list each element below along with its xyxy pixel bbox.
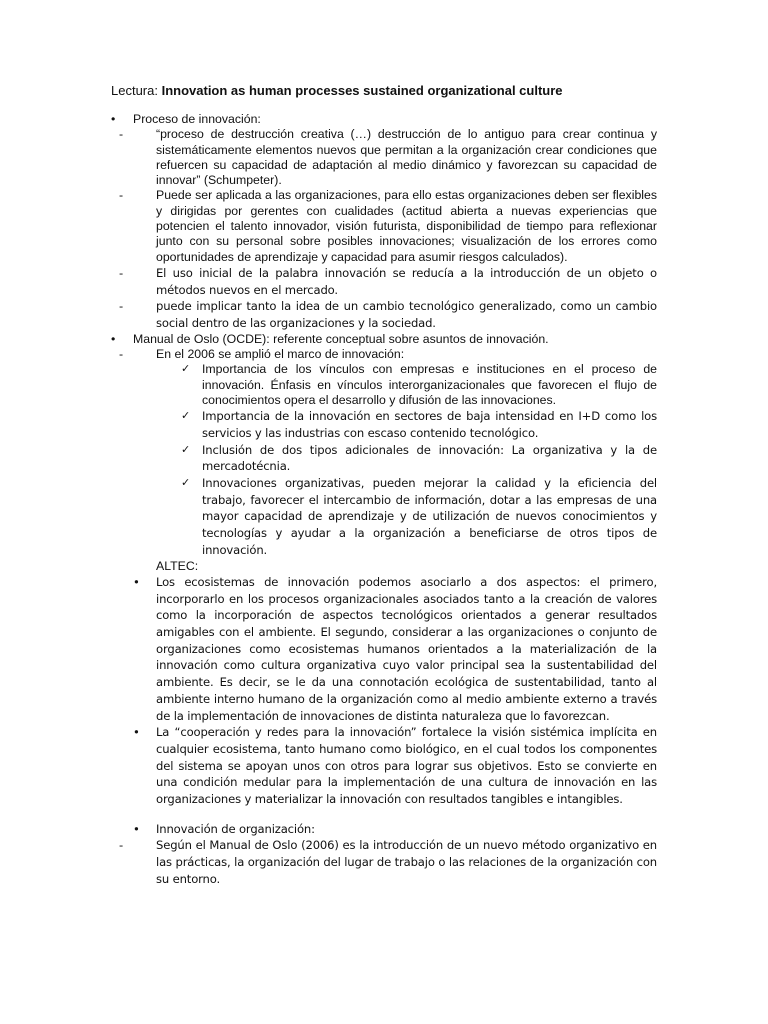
main-list xyxy=(111,112,657,888)
check-icon: ✓ xyxy=(181,409,191,423)
item-text: El uso inicial de la palabra innovación se reducía a la introducción de un objeto o métodos nuevos en el mercado. xyxy=(156,265,657,297)
item-text: Importancia de los vínculos con empresas e instituciones en el proceso de innovación. Énfasis en vínculos interorganizacionales que favorecen el flujo de conocimientos opera el desarrollo y difusión de las innovaciones. xyxy=(202,362,657,407)
section-label: Manual de Oslo (OCDE): referente conceptual sobre asuntos de innovación. xyxy=(133,331,549,346)
item-text: Innovaciones organizativas, pueden mejorar la calidad y la eficiencia del trabajo, favorecer el intercambio de información, dotar a las empresas de una mayor capacidad de aprendizaje y de utilización de nuevos conocimientos y tecnologías y ayudar a la organización a beneficiarse de otros tipos de innovación. xyxy=(202,476,657,557)
altec-label xyxy=(111,559,657,574)
item-text: Importancia de la innovación en sectores de baja intensidad en I+D como los servicios y las industrias con escaso contenido tecnológico. xyxy=(202,409,657,440)
list-item xyxy=(111,442,657,475)
list-item xyxy=(111,724,657,808)
check-icon: ✓ xyxy=(181,476,191,490)
section-label: ALTEC: xyxy=(156,558,199,573)
dash-marker: - xyxy=(119,127,124,142)
item-text: “proceso de destrucción creativa (…) destrucción de lo antiguo para crear continua y sistemáticamente elementos nuevos que permitan a la organización crear condiciones que refuercen su capacidad de adaptación al medio dinámico y favorezcan su capacidad de innovar” (Schumpeter). xyxy=(156,127,657,188)
item-text: Inclusión de dos tipos adicionales de innovación: La organizativa y la de mercadotécnia. xyxy=(202,442,657,474)
dash-marker: - xyxy=(119,265,124,280)
section-label: Proceso de innovación: xyxy=(133,112,261,126)
item-text: Según el Manual de Oslo (2006) es la introducción de un nuevo método organizativo en las prácticas, la organización del lugar de trabajo o las relaciones de la organización con su entorno. xyxy=(156,838,657,886)
list-item xyxy=(111,127,657,188)
list-item xyxy=(111,574,657,724)
list-item xyxy=(111,298,657,331)
check-icon: ✓ xyxy=(181,442,191,456)
item-text: La “cooperación y redes para la innovación” fortalece la visión sistémica implícita en cualquier ecosistema, tanto humano como biológico, en el cual todos los componentes del sistema se apoyan unos con otros para lograr sus objetivos. Esto se convierte en una condición medular para la implementación de una cultura de innovación en las organizaciones y materializar la innovación con resultados tangibles e intangibles. xyxy=(156,725,657,807)
bullet-marker: • xyxy=(111,331,116,346)
item-text: Los ecosistemas de innovación podemos asociarlo a dos aspectos: el primero, incorporarlo en los procesos organizacionales asociados tanto a la creación de valores como la incorporación de aspectos tecnológicos orientados a generar resultados amigables con el ambiente. El segundo, considerar a las organizaciones o conjunto de organizaciones como ecosistemas humanos orientados a la materialización de la innovación como cultura organizativa cuyo valor principal sea la sustentabilidad del ambiente. Es decir, se le da una connotación ecológica de sustentabilidad, tanto al ambiente interno humano de la organización como al medio ambiente externo a través de la implementación de innovaciones de distinta naturaleza que lo favorezcan. xyxy=(156,574,657,723)
page-title xyxy=(111,83,657,99)
dash-marker: - xyxy=(119,188,124,203)
list-item xyxy=(111,188,657,264)
item-text: puede implicar tanto la idea de un cambio tecnológico generalizado, como un cambio social dentro de las organizaciones y la sociedad. xyxy=(156,299,657,331)
list-item xyxy=(111,332,657,347)
item-text: En el 2006 se amplió el marco de innovación: xyxy=(156,347,405,362)
list-item xyxy=(111,265,657,298)
title-bold: Innovation as human processes sustained organizational culture xyxy=(161,83,563,98)
dash-marker: - xyxy=(119,838,124,853)
section-label: Innovación de organización: xyxy=(156,821,315,836)
bullet-marker: • xyxy=(133,821,140,836)
item-text: Puede ser aplicada a las organizaciones, para ello estas organizaciones deben ser flexibles y dirigidas por gerentes con cualidades (actitud abierta a nuevas experiencias que potencien el talento innovador, visión futurista, disponibilidad de tiempo para reflexionar junto con su personal sobre posibles innovaciones; visualización de los errores como oportunidades de aprendizaje y capacidad para asumir riesgos calculados). xyxy=(156,188,657,264)
list-item xyxy=(111,408,657,441)
title-prefix: Lectura: xyxy=(111,83,162,98)
check-icon: ✓ xyxy=(181,363,191,376)
spacer xyxy=(111,808,657,821)
bullet-marker: • xyxy=(133,574,140,589)
list-item xyxy=(111,362,657,408)
bullet-marker: • xyxy=(111,112,116,126)
list-item xyxy=(111,821,657,838)
list-item xyxy=(111,475,657,559)
bullet-marker: • xyxy=(133,725,140,740)
list-item xyxy=(111,347,657,362)
list-item xyxy=(111,112,657,127)
dash-marker: - xyxy=(119,347,124,362)
list-item xyxy=(111,837,657,887)
dash-marker: - xyxy=(119,299,124,314)
